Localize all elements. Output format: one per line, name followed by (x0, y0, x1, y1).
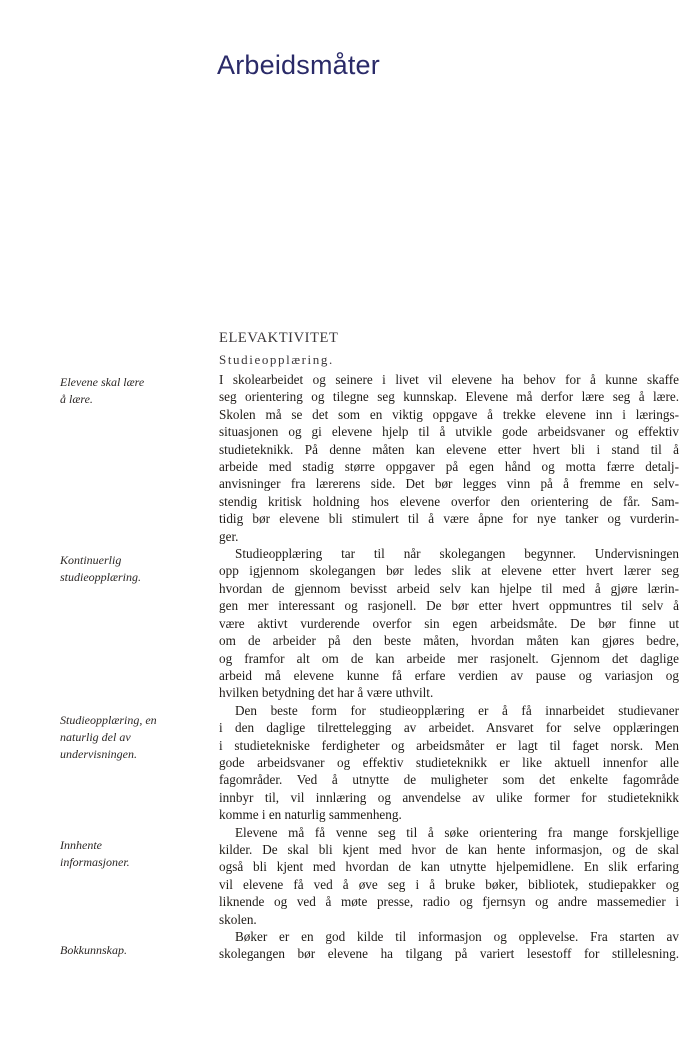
sidenote-line: Kontinuerlig (60, 553, 122, 567)
paragraph-3 (219, 702, 679, 824)
text-line: skolegangen bør elevene ha tilgang på variert lesestoff for stillelesning. (219, 946, 679, 962)
text-line: gen mer interessant og rasjonell. De bør etter hvert oppmuntres til selv å (219, 598, 679, 614)
paragraph-2 (219, 545, 679, 702)
text-line: I skolearbeidet og seinere i livet vil elevene ha behov for å kunne skaffe (219, 372, 679, 387)
paragraph-5 (219, 928, 679, 963)
text-line: i studietekniske ferdigheter og arbeidsmåter er lagt til faget norsk. Men (219, 737, 679, 753)
sidenote-line: studieopplæring. (60, 570, 142, 584)
page-title: Arbeidsmåter (217, 50, 380, 80)
sidenote-5 (60, 942, 200, 959)
sidenote-line: informasjoner. (60, 855, 130, 869)
text-line: skolen. (219, 911, 257, 927)
sidenote-line: å lære. (60, 392, 93, 406)
text-line: liknende og ved å møte presse, radio og fjernsyn og andre massemedier i (219, 894, 679, 910)
subsection-heading: Studieopplæring. (219, 352, 334, 367)
text-line: studieteknikk. På denne måten kan elevene etter hvert bli i stand til å (219, 441, 679, 457)
sidenote-line: Innhente (60, 838, 102, 852)
text-line: gode arbeidsvaner og effektiv studieteknikk er like aktuell innenfor alle (219, 754, 679, 770)
text-line: ger. (219, 528, 239, 544)
sidenote-line: undervisningen. (60, 747, 137, 761)
text-line: Studieopplæring tar til når skolegangen begynner. Undervisningen (235, 546, 679, 562)
text-line: stendig kritisk holdning hos elevene overfor den orientering de får. Sam- (219, 493, 679, 509)
sidenote-2 (60, 552, 200, 586)
text-line: tidig bør elevene bli stimulert til å være åpne for nye tanker og vurderin- (219, 511, 679, 527)
text-line: i den daglige tilrettelegging av arbeidet. Ansvaret for selve opplæringen (219, 720, 679, 736)
text-line: vil elevene få ved å øve seg i å bruke bøker, bibliotek, studiepakker og (219, 876, 679, 892)
text-line: også bli kjent med hvordan de kan utnytte hjelpemidlene. En slik erfaring (219, 859, 679, 875)
sidenote-3 (60, 712, 200, 763)
text-line: Elevene må få venne seg til å søke orientering fra mange forskjellige (235, 824, 679, 840)
text-line: arbeide med stadig større oppgaver på egen hånd og motta færre detalj- (219, 459, 679, 475)
text-line: være aktivt vurderende overfor sin egen arbeidsmåte. De bør finne ut (219, 615, 679, 631)
text-line: Skolen må se det som en viktig oppgave å trekke elevene inn i lærings- (219, 406, 679, 422)
text-line: situasjonen og gi elevene hjelp til å utvikle gode arbeidsvaner og effektiv (219, 424, 679, 440)
text-line: og framfor alt om de kan arbeide mer rasjonelt. Gjennom det daglige (219, 650, 679, 666)
text-line: innbyr til, vil innlæring og anvendelse av ulike former for studieteknikk (219, 789, 679, 805)
text-line: om de arbeider på den beste måten, hvordan måten kan gjøres bedre, (219, 633, 679, 649)
text-line: Den beste form for studieopplæring er å få innarbeidet studievaner (235, 702, 679, 718)
sidenote-line: Bokkunnskap. (60, 943, 127, 957)
paragraph-4 (219, 824, 679, 928)
text-line: opp igjennom skolegangen bør ledes slik at elevene etter hvert lærer seg (219, 563, 679, 579)
text-line: hvordan de gjennom bevisst arbeid selv kan hjelpe til med å gjøre lærin- (219, 580, 679, 596)
text-line: Bøker er en god kilde til informasjon og opplevelse. Fra starten av (235, 929, 679, 944)
body-text (219, 371, 679, 963)
sidenote-line: Elevene skal lære (60, 375, 145, 389)
sidenote-1 (60, 374, 200, 408)
text-line: kilder. De skal bli kjent med hvor de kan hente informasjon, og de skal (219, 841, 679, 857)
text-line: seg orientering og tilegne seg kunnskap. Elevene må derfor lære seg å lære. (219, 389, 679, 405)
text-line: komme i en naturlig sammenheng. (219, 807, 402, 823)
text-line: anvisninger fra lærerens side. Det bør legges vinn på å fremme en selv- (219, 476, 679, 492)
section-heading: ELEVAKTIVITET (219, 330, 339, 346)
text-line: arbeid må elevene kunne få erfare verdien av pause og variasjon og (219, 667, 679, 683)
sidenote-4 (60, 837, 200, 871)
text-line: hvilken betydning det har å være uthvilt. (219, 685, 434, 701)
text-line: fagområder. Ved å utnytte de muligheter som det enkelte fagområde (219, 772, 679, 788)
sidenote-line: Studieopplæring, en (60, 713, 157, 727)
sidenote-line: naturlig del av (60, 730, 131, 744)
paragraph-1 (219, 371, 679, 545)
